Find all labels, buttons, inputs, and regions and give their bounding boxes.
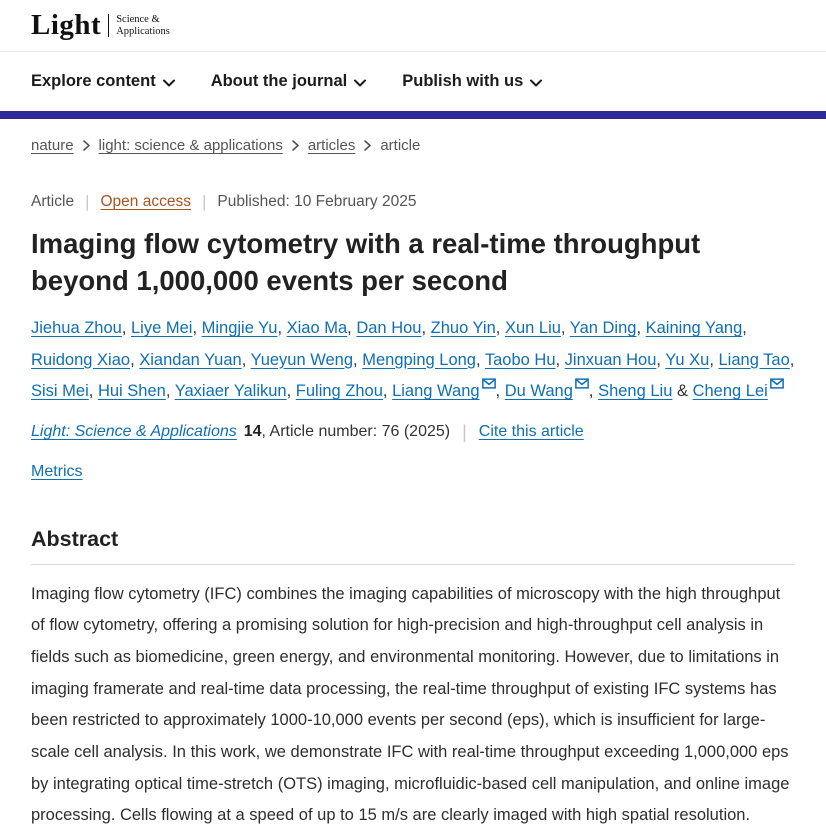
author-link[interactable]: Sheng Liu [598, 382, 673, 400]
nav-item-label: Publish with us [402, 72, 524, 90]
author-link[interactable]: Yueyun Weng [250, 350, 354, 369]
meta-divider: | [201, 192, 207, 211]
article-meta-row [31, 192, 795, 212]
author-separator: , [555, 350, 565, 369]
author-separator: , [165, 382, 175, 400]
chevron-down-icon [530, 79, 542, 87]
logo-subtitle: Science & Applications [108, 14, 170, 37]
nav-item-about-the-journal[interactable] [211, 72, 367, 91]
nav-item-explore-content[interactable] [31, 72, 175, 91]
author-separator: , [192, 319, 202, 337]
published-date: Published: 10 February 2025 [217, 193, 417, 210]
journal-logo[interactable] [31, 11, 170, 40]
author-separator: , [495, 319, 505, 337]
author-link[interactable]: Cheng Lei [692, 382, 768, 400]
breadcrumb [31, 137, 795, 154]
breadcrumb-separator-icon [83, 140, 90, 151]
article-title: Imaging flow cytometry with a real-time throughput beyond 1,000,000 events per second [31, 228, 701, 296]
main-nav [0, 52, 826, 111]
cite-this-article-link[interactable]: Cite this article [478, 423, 584, 440]
citation-row [31, 422, 795, 443]
open-access-link[interactable]: Open access [100, 193, 191, 210]
author-separator: , [241, 350, 251, 369]
author-link[interactable]: Fuling Zhou [295, 382, 383, 400]
email-icon[interactable] [770, 378, 784, 389]
breadcrumb-link[interactable]: light: science & applications [98, 137, 283, 154]
email-icon[interactable] [482, 378, 496, 389]
author-link[interactable]: Xiandan Yuan [139, 350, 242, 369]
chevron-down-icon [163, 79, 175, 87]
author-link[interactable]: Liang Wang [392, 382, 480, 400]
author-link[interactable]: Yan Ding [569, 319, 637, 337]
author-separator: , [130, 350, 140, 369]
author-link[interactable]: Hui Shen [97, 382, 166, 400]
author-separator: , [286, 382, 296, 400]
author-separator: , [742, 319, 747, 337]
author-link[interactable]: Du Wang [504, 382, 573, 400]
author-link[interactable]: Yu Xu [665, 350, 710, 369]
nav-item-publish-with-us[interactable] [402, 72, 542, 91]
author-separator: , [789, 350, 795, 369]
author-link[interactable]: Kaining Yang [645, 319, 743, 337]
nav-item-label: Explore content [31, 72, 156, 90]
author-link[interactable]: Jiehua Zhou [31, 319, 122, 337]
main-content [0, 137, 826, 832]
author-separator: , [382, 382, 393, 400]
author-separator: , [353, 350, 363, 369]
author-link[interactable]: Ruidong Xiao [31, 350, 131, 369]
site-header [0, 0, 826, 52]
author-separator: , [475, 350, 485, 369]
author-link[interactable]: Liang Tao [718, 350, 790, 369]
chevron-down-icon [354, 79, 366, 87]
author-separator: , [656, 350, 666, 369]
meta-divider: | [85, 192, 90, 211]
citation-divider: | [462, 421, 467, 442]
volume-number: 14 [243, 423, 262, 440]
author-list [31, 313, 795, 408]
author-separator: , [347, 319, 357, 337]
author-link[interactable]: Jinxuan Hou [564, 350, 657, 369]
author-link[interactable]: Yaxiaer Yalikun [174, 382, 287, 400]
author-separator: , [588, 382, 599, 400]
author-link[interactable]: Mingjie Yu [201, 319, 278, 337]
author-link[interactable]: Zhuo Yin [430, 319, 496, 337]
breadcrumb-separator-icon [364, 140, 371, 151]
article-type-label: Article [31, 193, 75, 210]
email-icon[interactable] [575, 378, 589, 389]
abstract-text: Imaging flow cytometry (IFC) combines the imaging capabilities of microscopy with the high throughput of flow cytometry, offering a promising solution for high-precision and high-throughput cell analysis in fields such as biomedicine, green energy, and environmental monitoring. However, due to limitations in imaging framerate and real-time data processing, the real-time throughput of existing IFC systems has been restricted to approximately 1000-10,000 events per second (eps), which is insufficient for large-scale cell analysis. In this work, we demonstrate IFC with real-time throughput exceeding 1,000,000 eps by integrating optical time-stretch (OTS) imaging, microfluidic-based cell manipulation, and online image processing. Cells flowing at a speed of up to 15 m/s are clearly imaged with high spatial resolution. [31, 584, 790, 825]
author-link[interactable]: Liye Mei [131, 319, 193, 337]
abstract-heading: Abstract [31, 526, 119, 551]
abstract-divider [31, 564, 795, 565]
author-separator: , [495, 382, 505, 400]
author-separator: , [121, 319, 131, 337]
accent-bar [0, 111, 826, 119]
breadcrumb-link[interactable]: nature [31, 137, 74, 154]
metrics-link[interactable]: Metrics [31, 462, 83, 480]
author-link[interactable]: Taobo Hu [484, 350, 556, 369]
author-link[interactable]: Xiao Ma [286, 319, 348, 337]
author-link[interactable]: Dan Hou [356, 319, 422, 337]
author-separator: , [560, 319, 570, 337]
logo-title: Light [31, 9, 102, 41]
author-separator: , [636, 319, 646, 337]
journal-link[interactable]: Light: Science & Applications [31, 423, 237, 440]
author-separator: , [277, 319, 287, 337]
author-link[interactable]: Xun Liu [504, 319, 561, 337]
breadcrumb-current: article [380, 137, 421, 154]
author-separator: , [709, 350, 719, 369]
author-separator: , [88, 382, 98, 400]
breadcrumb-link[interactable]: articles [307, 137, 356, 154]
author-link[interactable]: Sisi Mei [31, 382, 89, 400]
author-separator: , [421, 319, 431, 337]
author-separator: & [672, 382, 693, 400]
citation-rest: , Article number: 76 (2025) [261, 423, 451, 440]
breadcrumb-separator-icon [292, 140, 299, 151]
nav-item-label: About the journal [210, 72, 348, 90]
metrics-row [31, 463, 795, 481]
author-link[interactable]: Mengping Long [362, 350, 476, 369]
